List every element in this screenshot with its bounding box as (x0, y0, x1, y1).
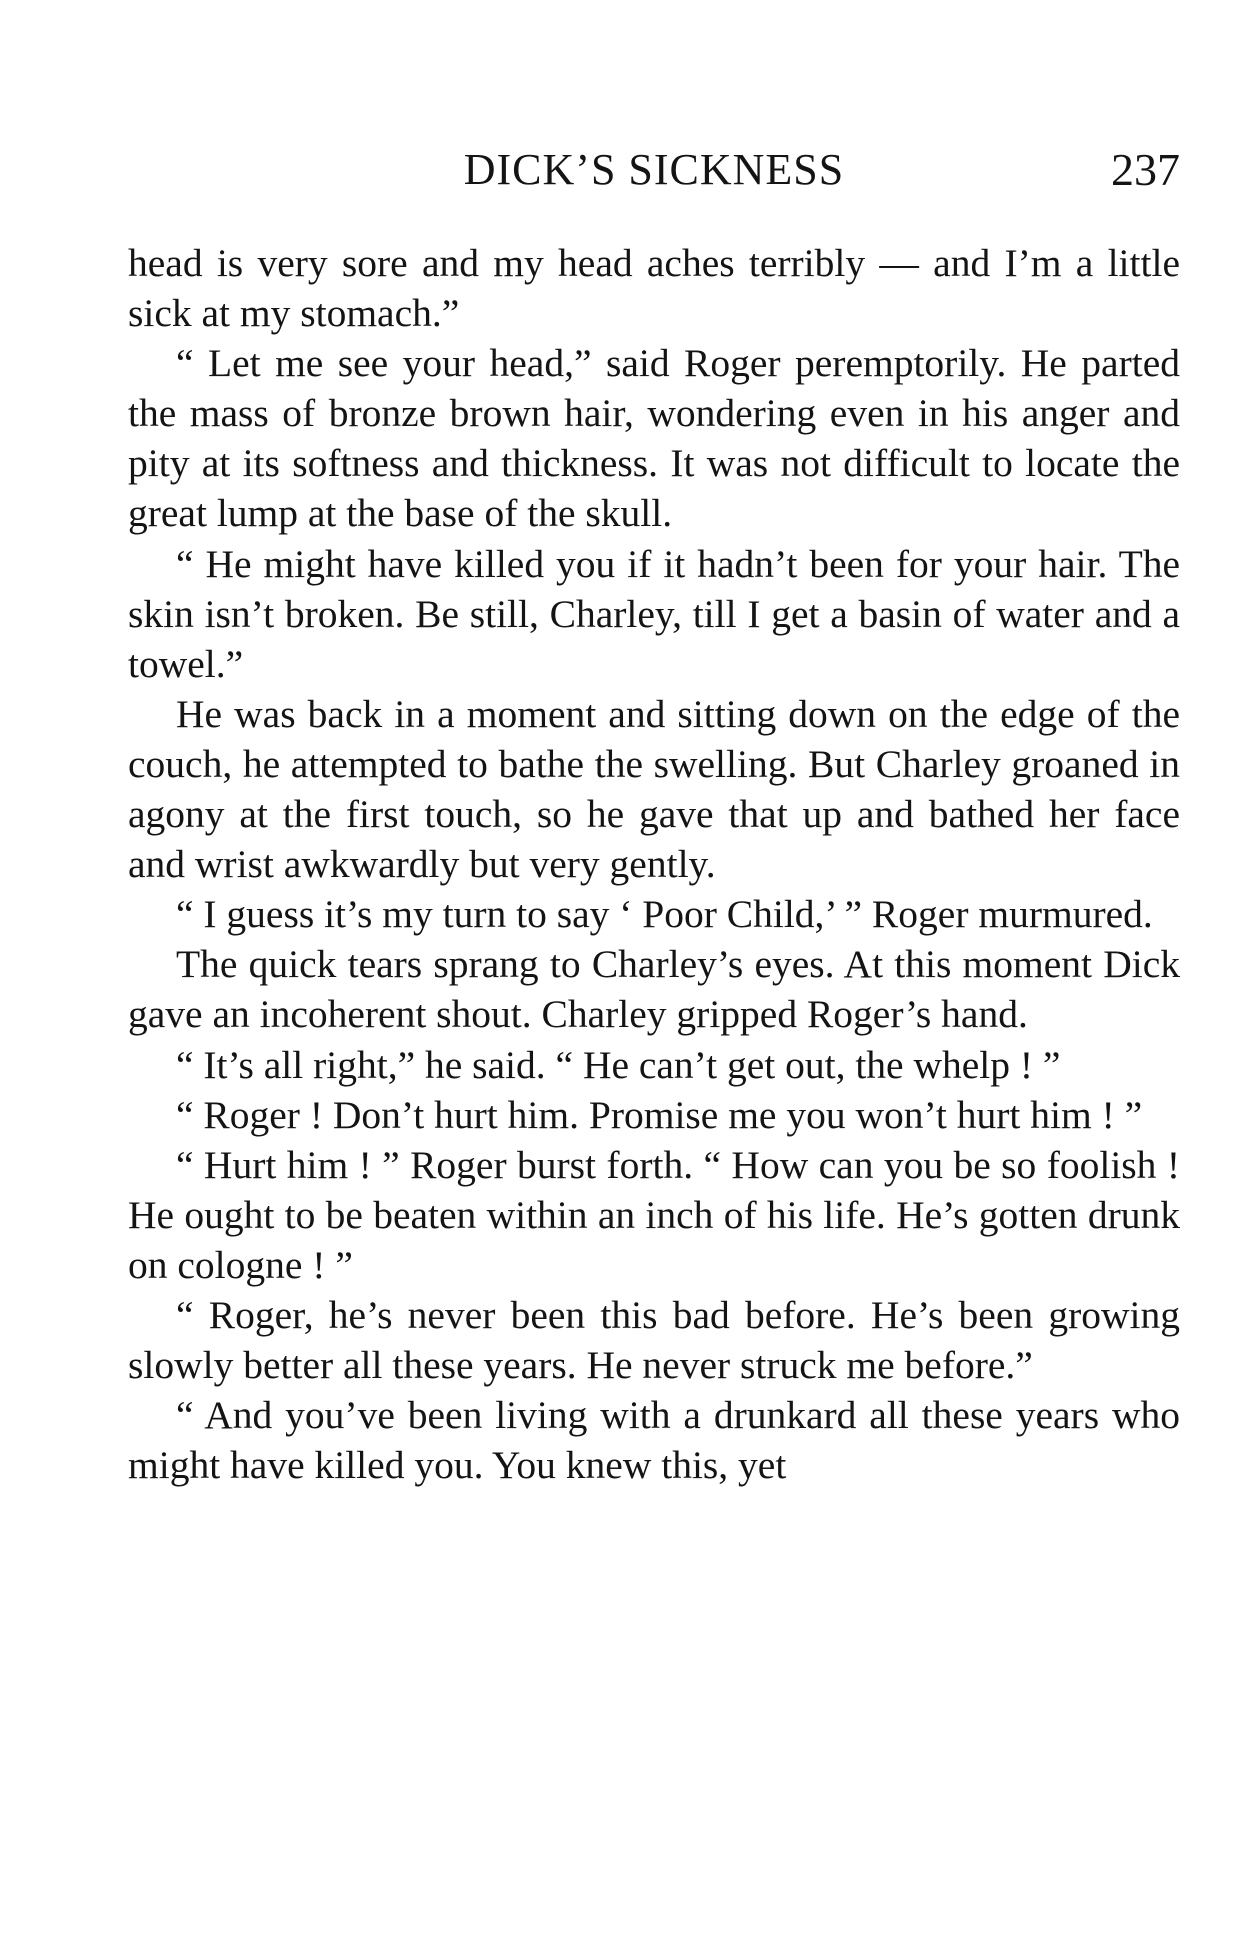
paragraph: “ Hurt him ! ” Roger burst forth. “ How can you be so foolish ! He ought to be beaten within an inch of his life. He’s gotten drunk on cologne ! ” (128, 1142, 1180, 1287)
paragraph: “ Roger, he’s never been this bad before. He’s been growing slowly better all these years. He never struck me before.” (128, 1292, 1180, 1388)
body-text (128, 238, 1180, 1490)
paragraph: “ I guess it’s my turn to say ‘ Poor Child,’ ” Roger murmured. (176, 892, 1153, 937)
paragraph: “ Let me see your head,” said Roger peremptorily. He parted the mass of bronze brown hair, wondering even in his anger and pity at its softness and thickness. It was not difficult to locate the great lump at the base of the skull. (128, 341, 1180, 536)
paragraph: “ He might have killed you if it hadn’t been for your hair. The skin isn’t broken. Be still, Charley, till I get a basin of water and a towel.” (128, 541, 1180, 686)
paragraph-continued: head is very sore and my head aches terribly — and I’m a little sick at my stomach.” (128, 241, 1180, 336)
running-header (128, 140, 1180, 200)
paragraph: He was back in a moment and sitting down on the edge of the couch, he attempted to bathe the swelling. But Charley groaned in agony at the first touch, so he gave that up and bathed her face and wrist awkwardly but very gently. (128, 691, 1180, 887)
paragraph: The quick tears sprang to Charley’s eyes. At this moment Dick gave an incoherent shout. Charley gripped Roger’s hand. (128, 942, 1180, 1037)
paragraph: “ Roger ! Don’t hurt him. Promise me you won’t hurt him ! ” (176, 1092, 1143, 1137)
paragraph: “ And you’ve been living with a drunkard all these years who might have killed you. You knew this, yet (128, 1393, 1180, 1488)
paragraph: “ It’s all right,” he said. “ He can’t get out, the whelp ! ” (176, 1042, 1061, 1087)
chapter-title: DICK’S SICKNESS (463, 145, 845, 194)
page-number: 237 (1111, 144, 1180, 195)
